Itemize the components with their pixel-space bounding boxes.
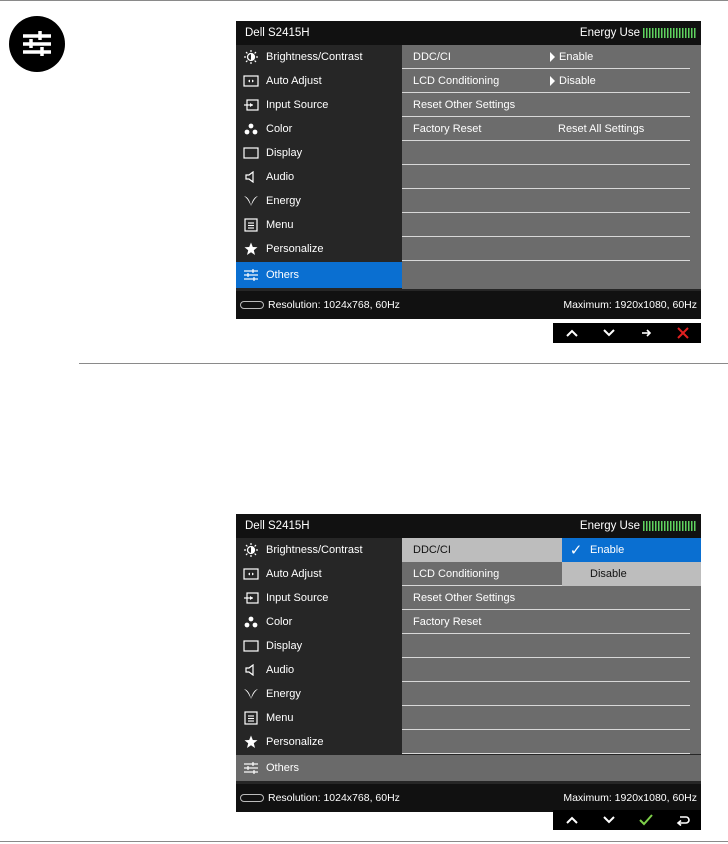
main-menu — [236, 538, 402, 782]
row-factory-reset[interactable] — [402, 610, 690, 634]
option-disable[interactable] — [562, 562, 701, 586]
up-icon — [566, 328, 578, 338]
input-source-icon — [242, 591, 260, 605]
bottom-divider — [0, 841, 728, 842]
menu-item-display[interactable] — [236, 634, 402, 658]
close-button[interactable] — [664, 323, 701, 343]
vga-cable-icon — [240, 794, 264, 802]
menu-item-label: Color — [266, 616, 293, 628]
empty-row — [402, 237, 690, 261]
option-label: Disable — [590, 568, 627, 580]
energy-bar — [643, 28, 697, 38]
resolution-text: Resolution: 1024x768, 60Hz — [268, 792, 400, 804]
others-settings-icon — [9, 16, 65, 72]
row-reset-other-settings[interactable] — [402, 93, 690, 117]
osd-menu-panel-1 — [236, 21, 701, 319]
menu-item-label: Energy — [266, 688, 301, 700]
brightness-icon — [242, 50, 260, 64]
menu-icon — [242, 218, 260, 232]
down-button[interactable] — [590, 810, 627, 830]
triangle-right-icon — [550, 76, 555, 86]
resolution-info — [240, 299, 400, 311]
resolution-info — [240, 792, 400, 804]
menu-item-personalize[interactable] — [236, 730, 402, 754]
menu-item-others[interactable] — [236, 755, 701, 781]
up-button[interactable] — [553, 810, 590, 830]
energy-use-indicator — [580, 27, 697, 39]
menu-item-energy[interactable] — [236, 682, 402, 706]
row-value — [550, 51, 593, 63]
empty-row — [402, 682, 690, 706]
auto-adjust-icon — [242, 74, 260, 88]
menu-item-audio[interactable] — [236, 658, 402, 682]
empty-row — [402, 213, 690, 237]
row-ddc-ci[interactable] — [402, 45, 690, 69]
menu-item-personalize[interactable] — [236, 237, 402, 261]
input-source-icon — [242, 98, 260, 112]
close-icon — [677, 327, 689, 339]
audio-icon — [242, 170, 260, 184]
osd-button-bar-2 — [553, 810, 701, 830]
row-ddc-ci[interactable] — [402, 538, 562, 562]
check-icon — [639, 814, 653, 826]
menu-item-auto-adjust[interactable] — [236, 562, 402, 586]
display-icon — [242, 146, 260, 160]
empty-row — [402, 706, 690, 730]
row-value-text: Enable — [559, 51, 594, 63]
menu-item-label: Energy — [266, 195, 301, 207]
energy-use-label: Energy Use — [579, 520, 640, 532]
menu-item-label: Personalize — [266, 243, 324, 255]
menu-item-label: Input Source — [266, 99, 329, 111]
menu-item-label: Input Source — [266, 592, 329, 604]
down-icon — [603, 815, 615, 825]
osd-header — [236, 21, 701, 45]
row-factory-reset[interactable] — [402, 117, 690, 141]
menu-item-label: Brightness/Contrast — [266, 544, 363, 556]
row-reset-other-settings[interactable] — [402, 586, 690, 610]
osd-header — [236, 514, 701, 538]
others-icon — [242, 268, 260, 282]
up-button[interactable] — [553, 323, 590, 343]
others-icon — [242, 761, 260, 775]
menu-item-energy[interactable] — [236, 189, 402, 213]
menu-item-label: Color — [266, 123, 293, 135]
down-icon — [603, 328, 615, 338]
row-value: Reset All Settings — [558, 123, 645, 135]
osd-button-bar-1 — [553, 323, 701, 343]
menu-item-menu[interactable] — [236, 213, 402, 237]
maximum-resolution-text: Maximum: 1920x1080, 60Hz — [563, 299, 697, 311]
row-label: Factory Reset — [413, 616, 482, 628]
main-menu — [236, 45, 402, 289]
menu-item-menu[interactable] — [236, 706, 402, 730]
menu-item-brightness-contrast[interactable] — [236, 538, 402, 562]
menu-item-label: Others — [266, 269, 300, 281]
menu-item-label: Others — [266, 762, 300, 774]
energy-use-indicator — [580, 520, 697, 532]
check-icon: ✓ — [569, 542, 583, 559]
option-enable[interactable] — [562, 538, 701, 562]
option-label: Enable — [590, 544, 625, 556]
confirm-button[interactable] — [627, 810, 664, 830]
menu-item-audio[interactable] — [236, 165, 402, 189]
row-label: DDC/CI — [413, 51, 451, 63]
row-label: DDC/CI — [413, 544, 451, 556]
auto-adjust-icon — [242, 567, 260, 581]
menu-item-input-source[interactable] — [236, 93, 402, 117]
top-divider — [0, 0, 728, 1]
empty-row — [402, 634, 690, 658]
right-button[interactable] — [627, 323, 664, 343]
up-icon — [566, 815, 578, 825]
menu-item-color[interactable] — [236, 117, 402, 141]
menu-item-color[interactable] — [236, 610, 402, 634]
energy-bar — [643, 521, 697, 531]
empty-row — [402, 141, 690, 165]
right-arrow-icon — [640, 328, 652, 338]
row-label: Reset Other Settings — [413, 592, 516, 604]
energy-use-label: Energy Use — [579, 27, 640, 39]
triangle-right-icon — [550, 52, 555, 62]
osd-menu-panel-2 — [236, 514, 701, 812]
brightness-icon — [242, 543, 260, 557]
empty-row — [402, 658, 690, 682]
menu-item-label: Audio — [266, 171, 295, 183]
energy-icon — [242, 687, 260, 701]
audio-icon — [242, 663, 260, 677]
row-lcd-conditioning[interactable] — [402, 562, 562, 586]
row-label: LCD Conditioning — [413, 568, 500, 580]
osd-footer — [236, 291, 701, 319]
model-name: Dell S2415H — [245, 520, 310, 532]
section-divider — [79, 363, 728, 364]
menu-item-others[interactable] — [236, 262, 402, 288]
menu-item-label: Auto Adjust — [266, 75, 322, 87]
row-value-text: Disable — [559, 75, 596, 87]
menu-item-auto-adjust[interactable] — [236, 69, 402, 93]
menu-item-label: Personalize — [266, 736, 324, 748]
others-submenu — [402, 45, 701, 289]
menu-icon — [242, 711, 260, 725]
empty-row — [402, 189, 690, 213]
empty-row — [402, 730, 690, 754]
row-label: Reset Other Settings — [413, 99, 516, 111]
menu-item-label: Display — [266, 640, 303, 652]
color-icon — [242, 122, 260, 136]
empty-row — [402, 165, 690, 189]
ddc-ci-options — [562, 538, 701, 586]
display-icon — [242, 639, 260, 653]
resolution-text: Resolution: 1024x768, 60Hz — [268, 299, 400, 311]
back-icon — [676, 814, 690, 826]
model-name: Dell S2415H — [245, 27, 310, 39]
menu-item-label: Menu — [266, 219, 294, 231]
row-value — [550, 75, 596, 87]
back-button[interactable] — [664, 810, 701, 830]
star-icon — [242, 735, 260, 749]
menu-item-label: Brightness/Contrast — [266, 51, 363, 63]
star-icon — [242, 242, 260, 256]
menu-item-label: Display — [266, 147, 303, 159]
menu-item-label: Auto Adjust — [266, 568, 322, 580]
menu-item-label: Audio — [266, 664, 295, 676]
row-label: LCD Conditioning — [413, 75, 500, 87]
menu-item-input-source[interactable] — [236, 586, 402, 610]
maximum-resolution-text: Maximum: 1920x1080, 60Hz — [563, 792, 697, 804]
down-button[interactable] — [590, 323, 627, 343]
color-icon — [242, 615, 260, 629]
osd-footer — [236, 784, 701, 812]
vga-cable-icon — [240, 301, 264, 309]
row-label: Factory Reset — [413, 123, 482, 135]
menu-item-display[interactable] — [236, 141, 402, 165]
row-lcd-conditioning[interactable] — [402, 69, 690, 93]
energy-icon — [242, 194, 260, 208]
menu-item-label: Menu — [266, 712, 294, 724]
menu-item-brightness-contrast[interactable] — [236, 45, 402, 69]
